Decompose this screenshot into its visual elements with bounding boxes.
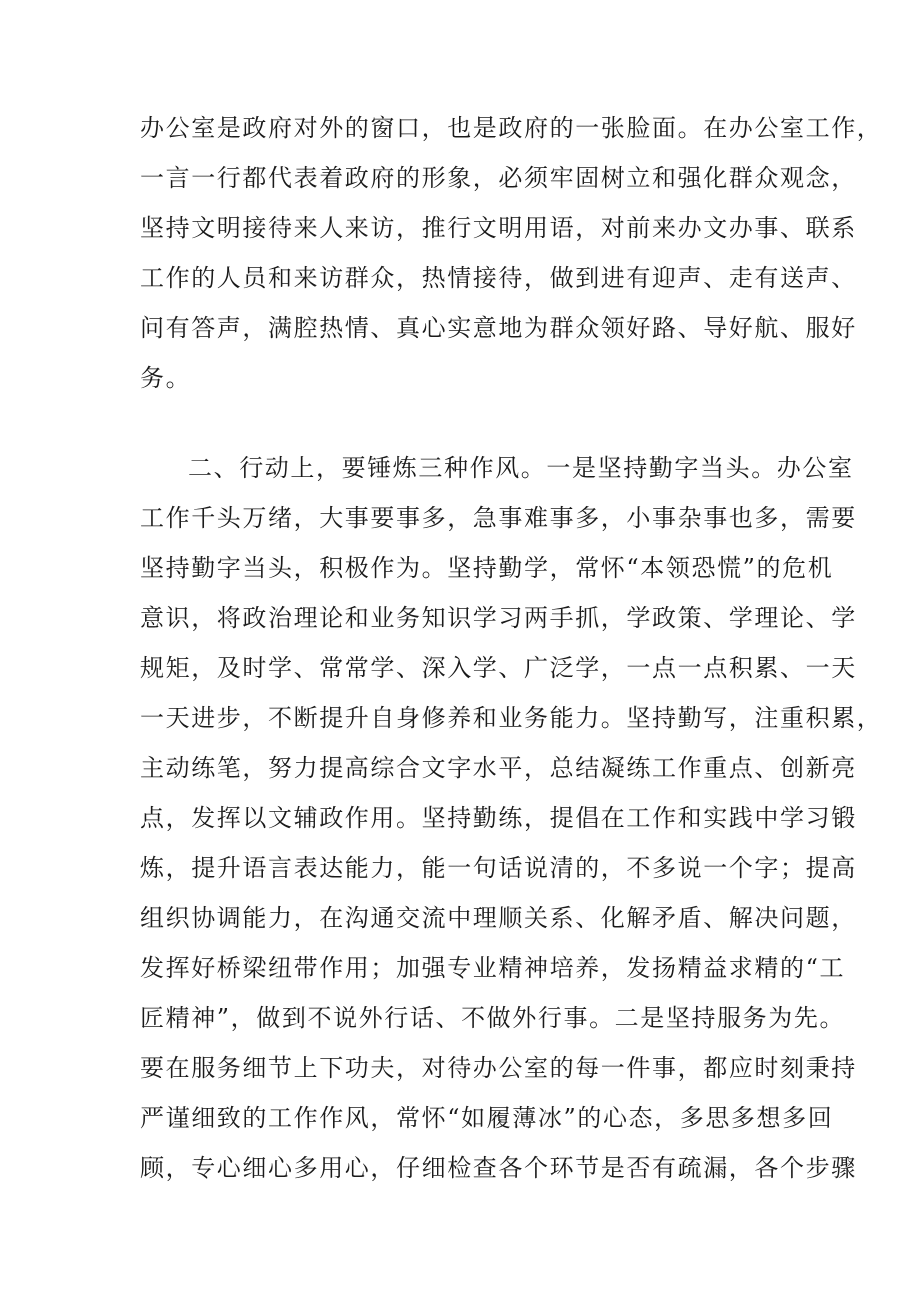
text-line: 坚持勤字当头，积极作为。坚持勤学，常怀“本领恐慌”的危机 <box>140 554 834 582</box>
text-line: 问有答声，满腔热情、真心实意地为群众领好路、导好航、服好 <box>140 314 857 342</box>
text-line: 顾，专心细心多用心，仔细检查各个环节是否有疏漏，各个步骤 <box>140 1154 857 1182</box>
text-line: 工作的人员和来访群众，热情接待，做到进有迎声、走有送声、 <box>140 264 857 292</box>
text-line: 严谨细致的工作作风，常怀“如履薄冰”的心态，多思多想多回 <box>140 1104 834 1132</box>
text-line: 一言一行都代表着政府的形象，必须牢固树立和强化群众观念， <box>140 164 857 192</box>
text-line: 意识，将政治理论和业务知识学习两手抓，学政策、学理论、学 <box>140 604 857 632</box>
text-line: 组织协调能力，在沟通交流中理顺关系、化解矛盾、解决问题， <box>140 904 857 932</box>
text-line: 主动练笔，努力提高综合文字水平，总结凝练工作重点、创新亮 <box>140 754 857 782</box>
text-line: 坚持文明接待来人来访，推行文明用语，对前来办文办事、联系 <box>140 214 857 242</box>
text-line: 办公室是政府对外的窗口，也是政府的一张脸面。在办公室工作， <box>140 114 883 142</box>
text-line: 二、行动上，要锤炼三种作风。一是坚持勤字当头。办公室 <box>188 454 854 482</box>
text-line: 要在服务细节上下功夫，对待办公室的每一件事，都应时刻秉持 <box>140 1054 857 1082</box>
text-line: 工作千头万绪，大事要事多，急事难事多，小事杂事也多，需要 <box>140 504 857 532</box>
text-line: 炼，提升语言表达能力，能一句话说清的，不多说一个字；提高 <box>140 854 857 882</box>
text-line: 点，发挥以文辅政作用。坚持勤练，提倡在工作和实践中学习锻 <box>140 804 857 832</box>
text-line: 发挥好桥梁纽带作用；加强专业精神培养，发扬精益求精的“工 <box>140 954 846 982</box>
text-line: 一天进步，不断提升自身修养和业务能力。坚持勤写，注重积累， <box>140 704 883 732</box>
text-line: 规矩，及时学、常常学、深入学、广泛学，一点一点积累、一天 <box>140 654 857 682</box>
text-line: 务。 <box>140 364 192 392</box>
text-line: 匠精神”，做到不说外行话、不做外行事。二是坚持服务为先。 <box>140 1004 846 1032</box>
